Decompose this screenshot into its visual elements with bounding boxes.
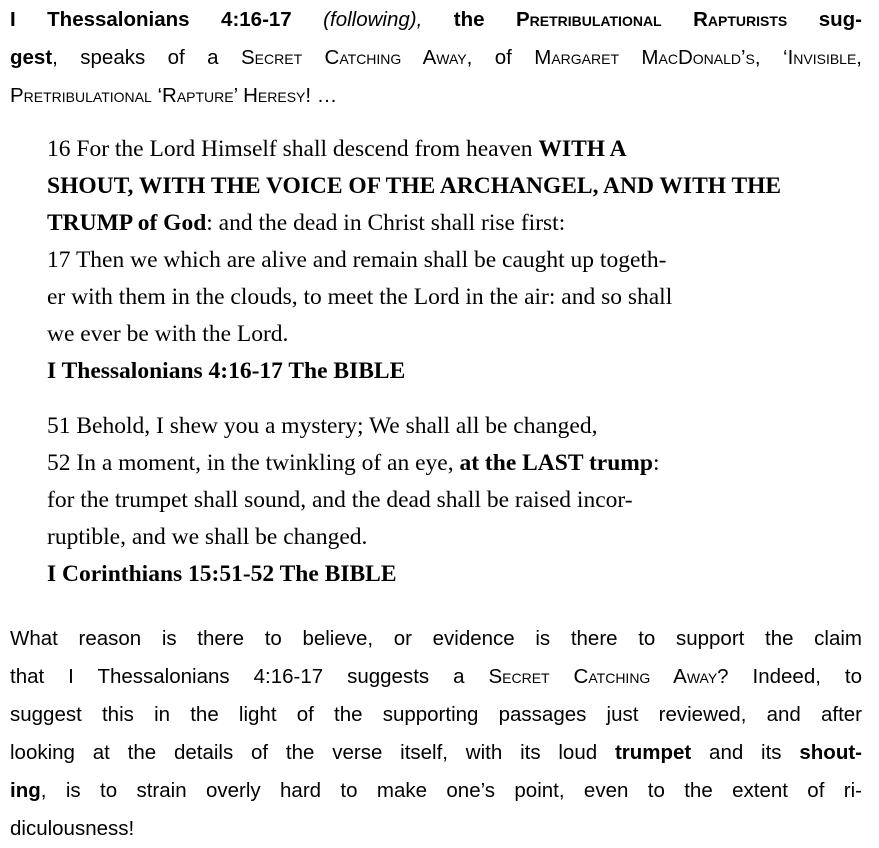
intro-heresy: Pretribulational ‘Rapture’ Heresy (10, 84, 306, 107)
quote-line: we ever be with the Lord. (47, 321, 289, 347)
closing-line (10, 734, 862, 772)
quote-line: er with them in the clouds, to meet the Lord in the air: and so shall (47, 284, 673, 310)
intro-secret-catching-away: Secret Catching Away (241, 46, 467, 69)
intro-sug: sug- (818, 8, 862, 31)
quote-line: SHOUT, WITH THE VOICE OF THE ARCHANGEL, AND WITH THE (47, 173, 782, 199)
verse-text: 16 For the Lord Himself shall descend from heaven (47, 136, 539, 162)
intro-text: , speaks of a (52, 46, 241, 69)
quote-line (47, 205, 847, 242)
intro-the: the (453, 8, 485, 31)
verse-text: 52 In a moment, in the twinkling of an eye, (47, 450, 460, 476)
intro-following: (following), (323, 8, 423, 31)
verse-emphasis: WITH A (538, 136, 627, 162)
quote-line: 51 Behold, I shew you a mystery; We shall all be changed, (47, 413, 598, 439)
intro-pretrib-rapturists: Pretribulational Rapturists (515, 8, 788, 31)
intro-margaret-macdonald: Margaret MacDonald’s (534, 46, 755, 69)
intro-scripture-ref: I Thessalonians 4:16-17 (10, 8, 292, 31)
corinthians-quote (47, 408, 847, 593)
thessalonians-citation: I Thessalonians 4:16-17 The BIBLE (47, 358, 406, 384)
closing-secret-catching-away: Secret Catching Away (488, 665, 718, 688)
intro-line-2 (10, 39, 862, 77)
closing-shouting: ing (10, 779, 41, 802)
intro-text: ! … (305, 84, 338, 107)
closing-text: looking at the details of the verse itself, with its loud (10, 741, 615, 764)
closing-text: , is to strain overly hard to make one’s point, even to the extent of ri- (40, 779, 862, 802)
quote-line: 17 Then we which are alive and remain shall be caught up togeth- (47, 247, 667, 273)
thessalonians-quote (47, 131, 847, 390)
quote-line (47, 131, 847, 168)
closing-line: suggest this in the light of the supporting passages just reviewed, and after (10, 703, 862, 726)
closing-line: What reason is there to believe, or evidence is there to support the claim (10, 627, 862, 650)
verse-emphasis: at the LAST trump (459, 450, 653, 476)
intro-paragraph (10, 1, 862, 115)
intro-invisible: Invisible, (787, 46, 862, 69)
quote-line (47, 445, 847, 482)
intro-gest: gest (10, 46, 53, 69)
closing-text: and its (691, 741, 800, 764)
closing-text: ? Indeed, to (717, 665, 862, 688)
intro-text: , ‘ (754, 46, 788, 69)
closing-paragraph (10, 620, 862, 848)
verse-text: : and the dead in Christ shall rise first: (206, 210, 566, 236)
closing-line (10, 658, 862, 696)
closing-trumpet: trumpet (614, 741, 692, 764)
corinthians-citation: I Corinthians 15:51-52 The BIBLE (47, 561, 397, 587)
verse-emphasis: TRUMP of God (47, 210, 207, 236)
closing-line: diculousness! (10, 817, 135, 840)
intro-line-1 (10, 1, 862, 39)
quote-line: for the trumpet shall sound, and the dead shall be raised incor- (47, 487, 633, 513)
quote-line: ruptible, and we shall be changed. (47, 524, 368, 550)
intro-line-3 (10, 77, 862, 115)
closing-line (10, 772, 862, 810)
verse-text: : (652, 450, 660, 476)
intro-text: , of (466, 46, 535, 69)
closing-text: that I Thessalonians 4:16-17 suggests a (10, 665, 489, 688)
closing-shouting: shout- (799, 741, 862, 764)
